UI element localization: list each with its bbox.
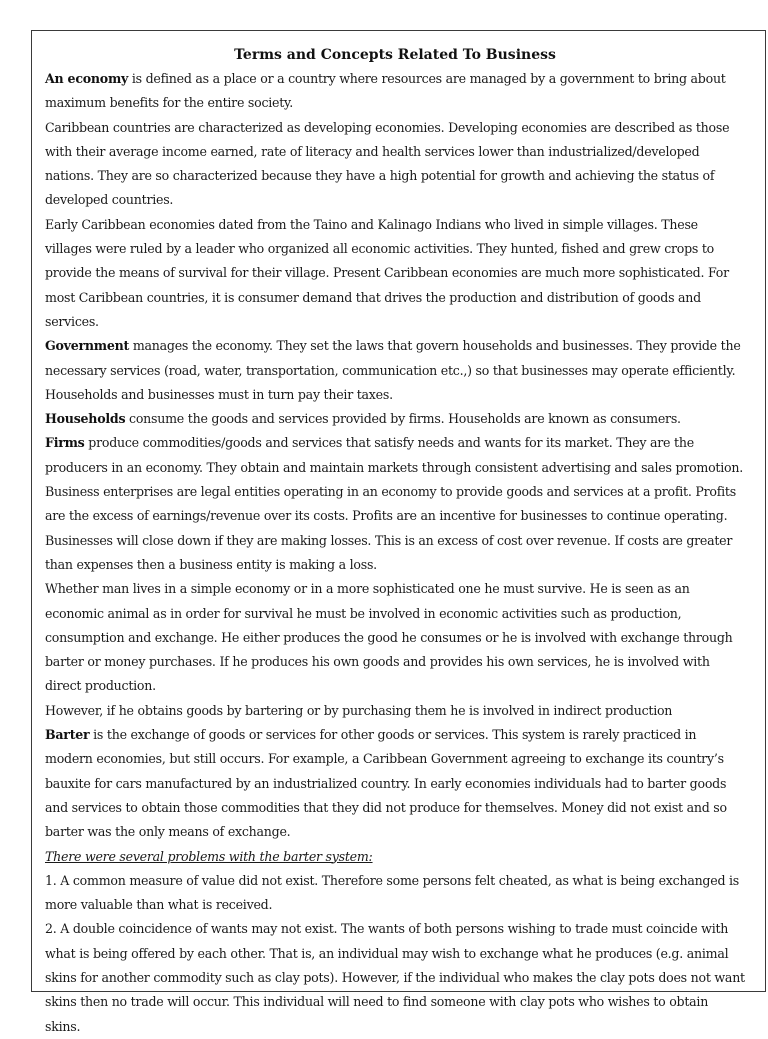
- firms-definition: produce commodities/goods and services that satisfy needs and wants for its market. They are the producers in an economy. They obtain and maintain markets through consistent advertising and sales promotion.: [45, 435, 743, 475]
- barter-problems-heading: There were several problems with the barter system:: [45, 848, 373, 864]
- paragraph-economy: [45, 67, 745, 116]
- term-economy: An economy: [45, 71, 129, 86]
- paragraph-indirect-production: However, if he obtains goods by bartering or by purchasing them he is involved in indirect production: [45, 702, 673, 718]
- paragraph-firms: [45, 431, 745, 480]
- paragraph-barter: [45, 723, 745, 844]
- term-government: Government: [45, 338, 130, 354]
- paragraph-caribbean-developing: Caribbean countries are characterized as developing economies. Developing economies are described as those with their average income earned, rate of literacy and health services lower than industrialized/developed nations. They are so characterized because they have a high potential for growth and achieving the status of developed countries.: [45, 119, 730, 208]
- government-definition: manages the economy. They set the laws that govern households and businesses. They provide the necessary services (road, water, transportation, communication etc.,) so that businesses may operate efficiently. Households and businesses must in turn pay their taxes.: [45, 338, 741, 402]
- paragraph-households: [45, 407, 745, 431]
- term-households: Households: [45, 411, 126, 427]
- barter-problem-1: 1. A common measure of value did not exist. Therefore some persons felt cheated, as what is being exchanged is more valuable than what is received.: [45, 872, 740, 913]
- paragraph-caribbean-history: Early Caribbean economies dated from the Taino and Kalinago Indians who lived in simple villages. These villages were ruled by a leader who organized all economic activities. They hunted, fished and grew crops to provide the means of survival for their village. Present Caribbean economies are much more sophisticated. For most Caribbean countries, it is consumer demand that drives the production and distribution of goods and services.: [45, 216, 729, 329]
- term-barter: Barter: [45, 727, 90, 743]
- paragraph-government: [45, 334, 745, 407]
- term-firms: Firms: [45, 435, 85, 451]
- economy-definition: is defined as a place or a country where resources are managed by a government to bring about maximum benefits for the entire society.: [45, 71, 726, 111]
- paragraph-business-enterprises: Business enterprises are legal entities operating in an economy to provide goods and services at a profit. Profits are the excess of earnings/revenue over its costs. Profits are an incentive for businesses to continue operating. Businesses will close down if they are making losses. This is an excess of cost over revenue. If costs are greater than expenses then a business entity is making a loss.: [45, 484, 736, 572]
- barter-problem-2: 2. A double coincidence of wants may not exist. The wants of both persons wishing to trade must coincide with what is being offered by each other. That is, an individual may wish to exchange what he produces (e.g. animal skins for another commodity such as clay pots). However, if the individual who makes the clay pots does not want skins then no trade will occur. This individual will need to find someone with clay pots who wishes to obtain skins.: [45, 921, 745, 1034]
- document-body: [45, 43, 745, 1039]
- households-definition: consume the goods and services provided by firms. Households are known as consumers.: [125, 411, 681, 427]
- page-title: Terms and Concepts Related To Business: [234, 47, 556, 63]
- barter-definition: is the exchange of goods or services for other goods or services. This system is rarely practiced in modern economies, but still occurs. For example, a Caribbean Government agreeing to exchange its country’s bauxite for cars manufactured by an industrialized country. In early economies individuals had to barter goods and services to obtain those commodities that they did not produce for themselves. Money did not exist and so barter was the only means of exchange.: [45, 727, 727, 840]
- paragraph-economic-animal: Whether man lives in a simple economy or in a more sophisticated one he must survive. He is seen as an economic animal as in order for survival he must be involved in economic activities such as production, consumption and exchange. He either produces the good he consumes or he is involved with exchange through barter or money purchases. If he produces his own goods and provides his own services, he is involved with direct production.: [45, 581, 733, 694]
